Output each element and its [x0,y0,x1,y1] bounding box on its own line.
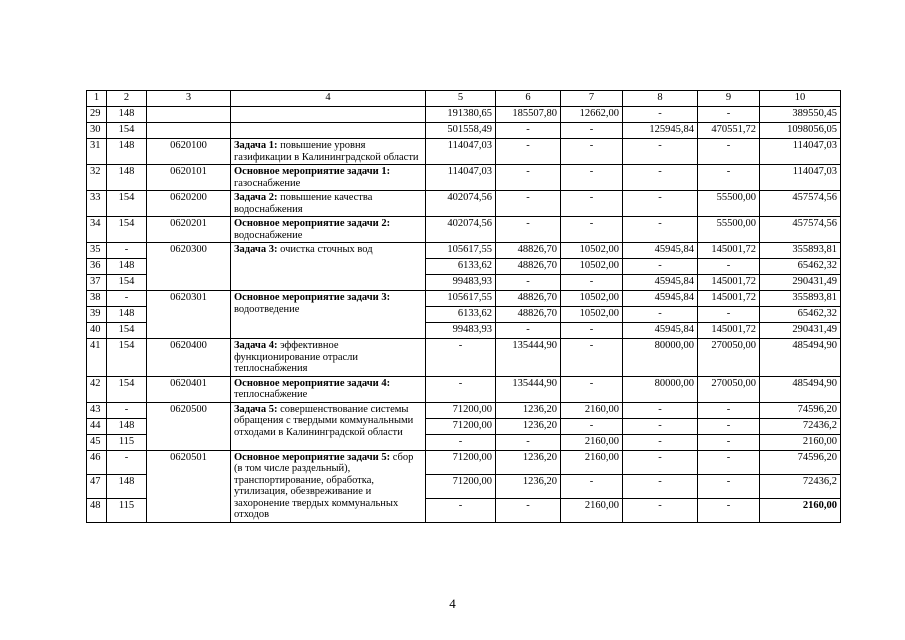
task-text: водоотведение [234,303,300,315]
value-cell: 2160,00 [561,450,623,474]
value-cell: 270050,00 [698,376,760,402]
total-cell: 74596,20 [760,450,841,474]
row-number: 44 [87,418,107,434]
value-cell: 6133,62 [426,259,496,275]
value-cell: - [426,434,496,450]
value-cell: - [698,259,760,275]
header-cell: 7 [561,91,623,107]
total-cell: 290431,49 [760,275,841,291]
value-cell: 402074,56 [426,191,496,217]
row-number: 41 [87,339,107,377]
row-number: 31 [87,139,107,165]
table-row [87,107,841,123]
value-cell: 71200,00 [426,402,496,418]
value-cell: - [623,259,698,275]
task-text: теплоснабжение [234,389,308,400]
value-cell: - [698,450,760,474]
task-text: газоснабжение [234,177,301,189]
value-cell: 1236,20 [496,474,561,498]
value-cell: 470551,72 [698,123,760,139]
code-cell: - [107,402,147,418]
value-cell: 10502,00 [561,291,623,307]
value-cell: - [561,217,623,243]
value-cell: 12662,00 [561,107,623,123]
value-cell: 145001,72 [698,243,760,259]
total-cell: 65462,32 [760,307,841,323]
row-number: 45 [87,434,107,450]
value-cell: - [623,418,698,434]
value-cell: 45945,84 [623,243,698,259]
value-cell: - [496,191,561,217]
total-cell: 74596,20 [760,402,841,418]
task-label: Основное мероприятие задачи 4: [234,377,391,389]
value-cell: 1236,20 [496,450,561,474]
program-code-cell: 0620101 [147,165,231,191]
value-cell: - [496,323,561,339]
value-cell: 501558,49 [426,123,496,139]
budget-table [86,90,841,523]
value-cell: 105617,55 [426,243,496,259]
program-code-cell: 0620201 [147,217,231,243]
row-number: 29 [87,107,107,123]
row-number: 35 [87,243,107,259]
task-label: Основное мероприятие задачи 5: [234,451,391,463]
value-cell: 2160,00 [561,498,623,522]
task-label: Задача 3: [234,244,278,255]
value-cell: 48826,70 [496,291,561,307]
value-cell: - [623,474,698,498]
task-text: повышение качества водоснабжения [234,192,373,215]
row-number: 43 [87,402,107,418]
description-cell [231,107,426,123]
value-cell: 55500,00 [698,191,760,217]
code-cell: 154 [107,275,147,291]
total-cell: 1098056,05 [760,123,841,139]
value-cell: 48826,70 [496,307,561,323]
row-number: 34 [87,217,107,243]
value-cell: 10502,00 [561,307,623,323]
total-cell: 457574,56 [760,217,841,243]
program-code-cell: 0620301 [147,291,231,339]
table-row [87,450,841,474]
task-label: Основное мероприятие задачи 3: [234,292,391,303]
value-cell: - [561,376,623,402]
code-cell: 148 [107,307,147,323]
value-cell: 114047,03 [426,165,496,191]
row-number: 42 [87,376,107,402]
value-cell: 135444,90 [496,339,561,377]
description-cell [231,217,426,243]
row-number: 39 [87,307,107,323]
total-cell: 457574,56 [760,191,841,217]
program-code-cell: 0620100 [147,139,231,165]
value-cell: - [561,323,623,339]
value-cell: - [698,402,760,418]
header-cell: 3 [147,91,231,107]
row-number: 30 [87,123,107,139]
description-cell [231,191,426,217]
code-cell: 148 [107,259,147,275]
task-text: эффективное функционирование отрасли теплоснабжения [234,340,359,374]
task-text: совершенствование системы обращения с твердыми коммунальными отходами в Калининградской области [234,403,414,438]
value-cell: - [561,275,623,291]
task-label: Задача 1: [234,140,278,151]
code-cell: 115 [107,498,147,522]
value-cell: - [426,376,496,402]
row-number: 46 [87,450,107,474]
value-cell: 270050,00 [698,339,760,377]
header-cell: 6 [496,91,561,107]
header-cell: 4 [231,91,426,107]
value-cell: 402074,56 [426,217,496,243]
table-row [87,123,841,139]
value-cell: 71200,00 [426,474,496,498]
value-cell: 55500,00 [698,217,760,243]
value-cell: - [623,217,698,243]
total-cell: 65462,32 [760,259,841,275]
row-number: 37 [87,275,107,291]
value-cell: 10502,00 [561,259,623,275]
value-cell: 1236,20 [496,418,561,434]
code-cell: 148 [107,165,147,191]
code-cell: 154 [107,339,147,377]
value-cell: - [496,165,561,191]
table-row [87,291,841,307]
total-cell: 290431,49 [760,323,841,339]
value-cell: 145001,72 [698,291,760,307]
table-header-row [87,91,841,107]
code-cell: 154 [107,217,147,243]
code-cell: 154 [107,191,147,217]
description-cell [231,402,426,450]
value-cell: - [496,139,561,165]
total-cell: 2160,00 [760,498,841,522]
header-cell: 1 [87,91,107,107]
page-number: 4 [449,596,456,611]
value-cell: - [623,165,698,191]
total-cell: 485494,90 [760,376,841,402]
code-cell: 148 [107,474,147,498]
value-cell: - [496,123,561,139]
header-cell: 2 [107,91,147,107]
value-cell: - [561,191,623,217]
description-cell [231,139,426,165]
code-cell: 148 [107,418,147,434]
value-cell: 125945,84 [623,123,698,139]
total-cell: 389550,45 [760,107,841,123]
header-cell: 9 [698,91,760,107]
value-cell: 1236,20 [496,402,561,418]
description-cell [231,165,426,191]
row-number: 33 [87,191,107,217]
value-cell: 45945,84 [623,323,698,339]
program-code-cell: 0620501 [147,450,231,522]
value-cell: - [623,139,698,165]
value-cell: - [623,402,698,418]
row-number: 32 [87,165,107,191]
description-cell [231,450,426,522]
value-cell: - [698,418,760,434]
value-cell: 2160,00 [561,434,623,450]
table-row [87,165,841,191]
total-cell: 72436,2 [760,418,841,434]
description-cell [231,376,426,402]
task-text: сбор (в том числе раздельный), транспортирование, обработка, утилизация, обезвреживание и захоронение твердых коммунальных отходов [234,451,414,520]
value-cell: 71200,00 [426,418,496,434]
table-row [87,139,841,165]
value-cell: 71200,00 [426,450,496,474]
description-cell [231,243,426,291]
task-label: Основное мероприятие задачи 2: [234,218,391,229]
value-cell: - [496,217,561,243]
total-cell: 114047,03 [760,139,841,165]
value-cell: 45945,84 [623,291,698,307]
value-cell: - [698,474,760,498]
header-cell: 8 [623,91,698,107]
value-cell: - [623,498,698,522]
table-row [87,339,841,377]
value-cell: 99483,93 [426,323,496,339]
value-cell: - [623,191,698,217]
table-row [87,217,841,243]
code-cell: 115 [107,434,147,450]
total-cell: 355893,81 [760,243,841,259]
value-cell: - [496,498,561,522]
header-cell: 5 [426,91,496,107]
value-cell: 105617,55 [426,291,496,307]
total-cell: 114047,03 [760,165,841,191]
value-cell: - [426,339,496,377]
task-label: Задача 5: [234,403,278,415]
value-cell: - [561,339,623,377]
value-cell: - [623,307,698,323]
program-code-cell [147,107,231,123]
description-cell [231,123,426,139]
row-number: 48 [87,498,107,522]
value-cell: 185507,80 [496,107,561,123]
code-cell: - [107,243,147,259]
value-cell: 10502,00 [561,243,623,259]
value-cell: - [698,434,760,450]
table-row [87,191,841,217]
program-code-cell: 0620400 [147,339,231,377]
total-cell: 355893,81 [760,291,841,307]
total-cell: 485494,90 [760,339,841,377]
value-cell: - [623,107,698,123]
code-cell: 148 [107,107,147,123]
code-cell: - [107,450,147,474]
program-code-cell: 0620401 [147,376,231,402]
value-cell: - [561,474,623,498]
value-cell: - [623,434,698,450]
row-number: 40 [87,323,107,339]
value-cell: - [698,107,760,123]
value-cell: 114047,03 [426,139,496,165]
value-cell: - [561,418,623,434]
value-cell: 145001,72 [698,275,760,291]
task-label: Основное мероприятие задачи 1: [234,166,391,177]
code-cell: - [107,291,147,307]
code-cell: 148 [107,139,147,165]
value-cell: 80000,00 [623,339,698,377]
program-code-cell [147,123,231,139]
value-cell: - [623,450,698,474]
value-cell: - [698,498,760,522]
value-cell: 99483,93 [426,275,496,291]
total-cell: 72436,2 [760,474,841,498]
table-row [87,402,841,418]
header-cell: 10 [760,91,841,107]
task-label: Задача 2: [234,192,278,203]
code-cell: 154 [107,376,147,402]
value-cell: - [698,139,760,165]
row-number: 38 [87,291,107,307]
row-number: 47 [87,474,107,498]
total-cell: 2160,00 [760,434,841,450]
value-cell: 135444,90 [496,376,561,402]
value-cell: - [496,434,561,450]
value-cell: 45945,84 [623,275,698,291]
table-row [87,376,841,402]
program-code-cell: 0620500 [147,402,231,450]
value-cell: - [698,307,760,323]
value-cell: 80000,00 [623,376,698,402]
task-text: водоснабжение [234,229,303,241]
value-cell: - [561,139,623,165]
value-cell: 48826,70 [496,259,561,275]
value-cell: - [426,498,496,522]
code-cell: 154 [107,323,147,339]
description-cell [231,339,426,377]
table-row [87,243,841,259]
value-cell: 145001,72 [698,323,760,339]
task-text: очистка сточных вод [277,244,373,255]
value-cell: - [561,123,623,139]
value-cell: 2160,00 [561,402,623,418]
code-cell: 154 [107,123,147,139]
value-cell: - [698,165,760,191]
value-cell: 6133,62 [426,307,496,323]
task-text: повышение уровня газификации в Калининградской области [234,140,419,163]
value-cell: - [561,165,623,191]
description-cell [231,291,426,339]
program-code-cell: 0620200 [147,191,231,217]
value-cell: 48826,70 [496,243,561,259]
row-number: 36 [87,259,107,275]
task-label: Задача 4: [234,340,278,351]
value-cell: - [496,275,561,291]
value-cell: 191380,65 [426,107,496,123]
program-code-cell: 0620300 [147,243,231,291]
